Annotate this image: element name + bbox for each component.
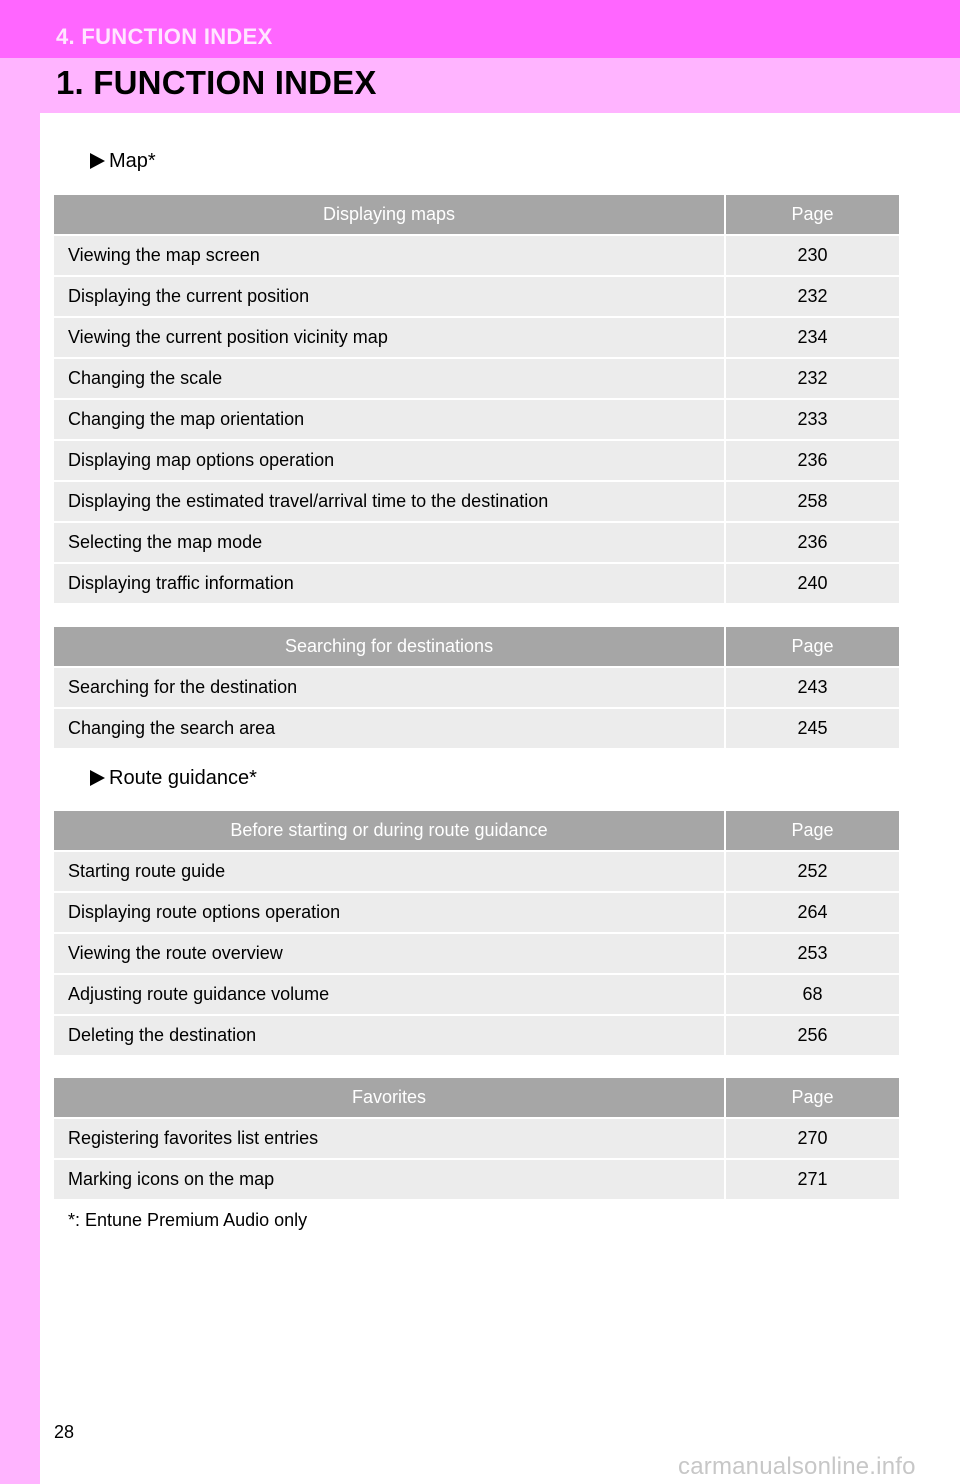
table-row [54, 482, 899, 523]
function-cell: Viewing the map screen [54, 236, 726, 277]
function-cell: Selecting the map mode [54, 523, 726, 564]
table-header-function: Searching for destinations [54, 627, 726, 668]
table-row [54, 359, 899, 400]
page-cell: 243 [726, 668, 899, 709]
function-cell: Displaying route options operation [54, 893, 726, 934]
page-cell: 240 [726, 564, 899, 603]
page-cell: 271 [726, 1160, 899, 1199]
function-cell: Displaying map options operation [54, 441, 726, 482]
watermark: carmanualsonline.info [678, 1453, 916, 1480]
route-guidance-table [54, 811, 899, 1055]
table-header-row [54, 811, 899, 852]
function-cell: Starting route guide [54, 852, 726, 893]
table-header-page: Page [726, 195, 899, 236]
table-header-row [54, 627, 899, 668]
function-cell: Deleting the destination [54, 1016, 726, 1055]
table-row [54, 1016, 899, 1055]
function-cell: Adjusting route guidance volume [54, 975, 726, 1016]
table-row [54, 852, 899, 893]
function-cell: Changing the search area [54, 709, 726, 748]
table-row [54, 893, 899, 934]
table-header-page: Page [726, 627, 899, 668]
displaying-maps-table [54, 195, 899, 603]
page-cell: 232 [726, 277, 899, 318]
favorites-table [54, 1078, 899, 1199]
table-header-function: Before starting or during route guidance [54, 811, 726, 852]
table-row [54, 277, 899, 318]
table-header-page: Page [726, 811, 899, 852]
page-title: 1. FUNCTION INDEX [56, 64, 377, 101]
searching-destinations-table [54, 627, 899, 748]
function-cell: Searching for the destination [54, 668, 726, 709]
table-row [54, 709, 899, 748]
footnote: *: Entune Premium Audio only [68, 1210, 308, 1230]
table-header-function: Displaying maps [54, 195, 726, 236]
page-cell: 236 [726, 441, 899, 482]
triangle-bullet-icon [90, 153, 105, 169]
page-cell: 264 [726, 893, 899, 934]
function-cell: Displaying traffic information [54, 564, 726, 603]
page-cell: 236 [726, 523, 899, 564]
page-cell: 230 [726, 236, 899, 277]
table-header-page: Page [726, 1078, 899, 1119]
table-header-row [54, 195, 899, 236]
table-row [54, 1160, 899, 1199]
function-cell: Marking icons on the map [54, 1160, 726, 1199]
page-cell: 233 [726, 400, 899, 441]
function-cell: Displaying the estimated travel/arrival time to the destination [54, 482, 726, 523]
triangle-bullet-icon [90, 770, 105, 786]
table-row [54, 668, 899, 709]
page-cell: 258 [726, 482, 899, 523]
route-guidance-subheading-label: Route guidance* [109, 767, 257, 789]
function-cell: Displaying the current position [54, 277, 726, 318]
section-label: 4. FUNCTION INDEX [56, 24, 273, 49]
function-cell: Registering favorites list entries [54, 1119, 726, 1160]
table-row [54, 441, 899, 482]
route-guidance-subheading [90, 765, 257, 791]
table-row [54, 564, 899, 603]
page-cell: 256 [726, 1016, 899, 1055]
page-cell: 234 [726, 318, 899, 359]
table-row [54, 975, 899, 1016]
table-row [54, 400, 899, 441]
table-header-function: Favorites [54, 1078, 726, 1119]
page-cell: 252 [726, 852, 899, 893]
page-number: 28 [54, 1422, 75, 1442]
table-row [54, 523, 899, 564]
table-row [54, 318, 899, 359]
table-header-row [54, 1078, 899, 1119]
map-subheading [90, 148, 156, 174]
table-row [54, 1119, 899, 1160]
table-row [54, 934, 899, 975]
map-subheading-label: Map* [109, 150, 156, 172]
page-cell: 253 [726, 934, 899, 975]
function-cell: Changing the scale [54, 359, 726, 400]
page-cell: 270 [726, 1119, 899, 1160]
table-row [54, 236, 899, 277]
function-cell: Viewing the current position vicinity map [54, 318, 726, 359]
function-cell: Changing the map orientation [54, 400, 726, 441]
left-margin-strip [0, 0, 40, 1484]
page-cell: 68 [726, 975, 899, 1016]
page-cell: 245 [726, 709, 899, 748]
function-cell: Viewing the route overview [54, 934, 726, 975]
page-cell: 232 [726, 359, 899, 400]
